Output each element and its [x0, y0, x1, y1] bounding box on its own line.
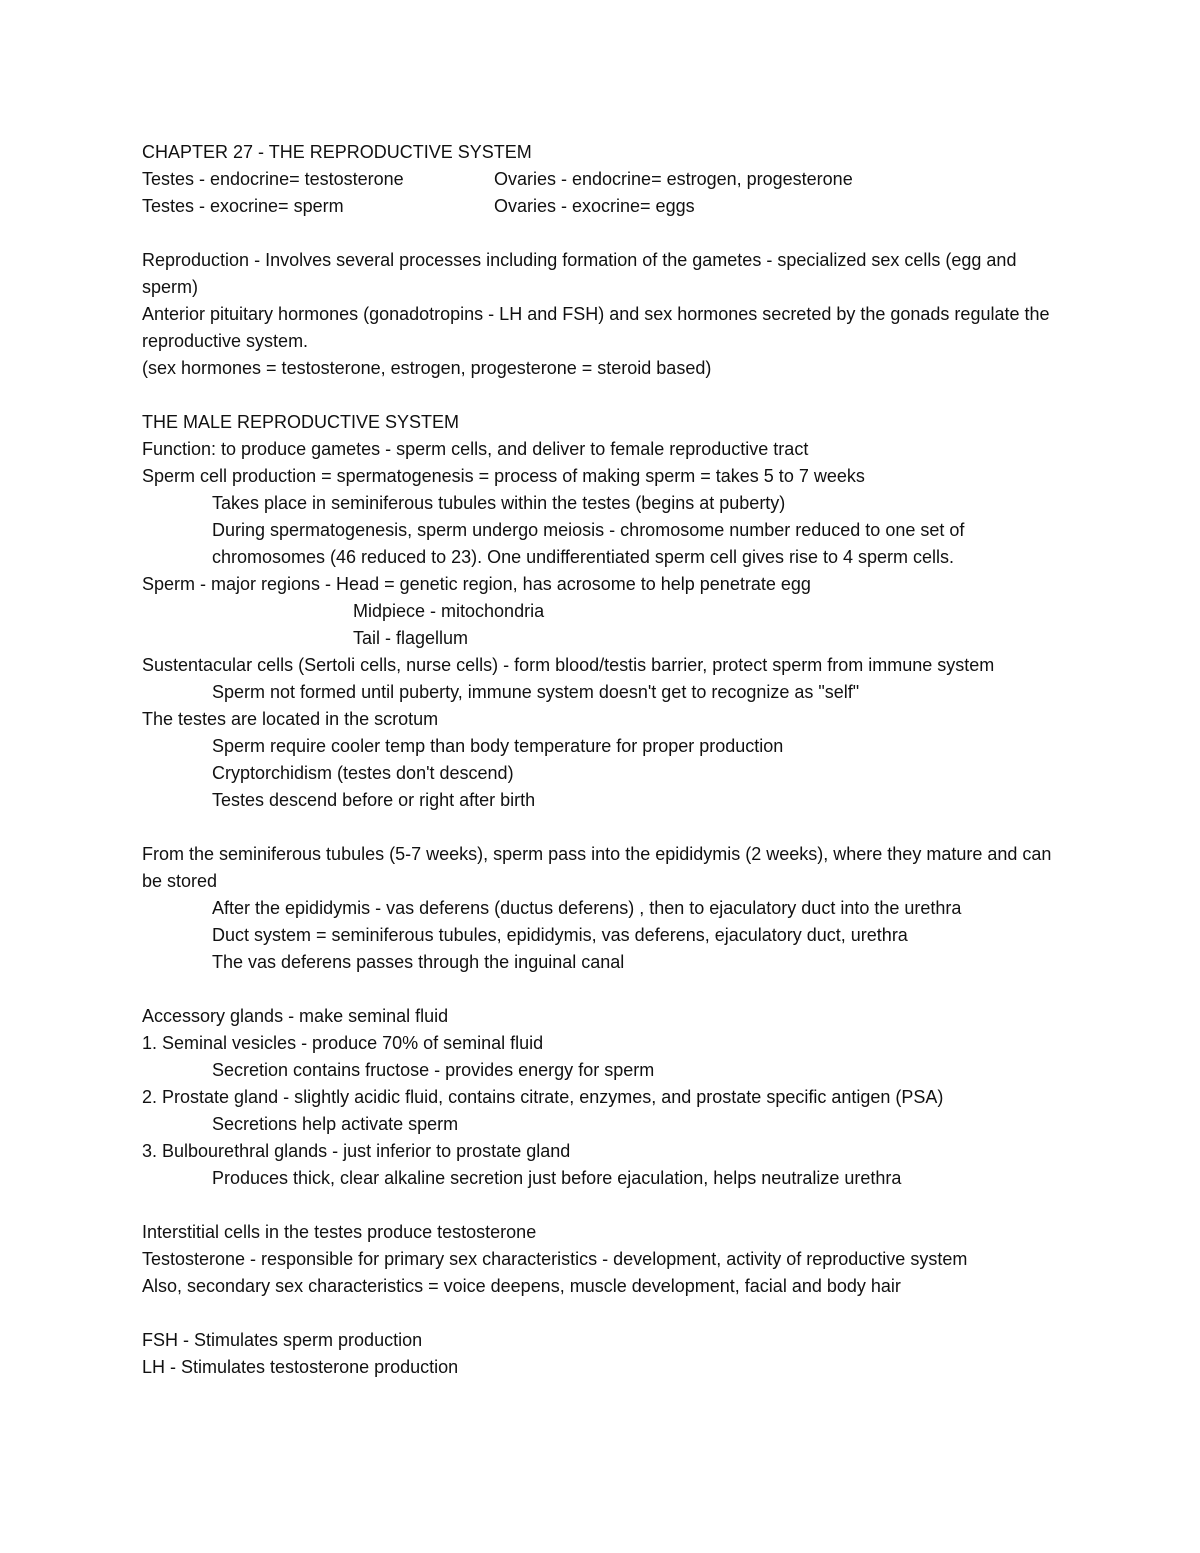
spacer	[142, 1192, 1072, 1219]
spacer	[142, 1300, 1072, 1327]
male-section-heading: THE MALE REPRODUCTIVE SYSTEM	[142, 412, 460, 432]
sperm-production-line: Sperm cell production = spermatogenesis = process of making sperm = takes 5 to 7 weeks	[142, 466, 865, 486]
meiosis-line-continued: chromosomes (46 reduced to 23). One undifferentiated sperm cell gives rise to 4 sperm cells.	[212, 547, 955, 567]
sperm-regions-line: Sperm - major regions - Head = genetic region, has acrosome to help penetrate egg	[142, 574, 811, 594]
fsh-line: FSH - Stimulates sperm production	[142, 1330, 423, 1350]
glands-row	[142, 193, 1072, 220]
scrotum-line: The testes are located in the scrotum	[142, 709, 439, 729]
spacer	[142, 220, 1072, 247]
chapter-title: CHAPTER 27 - THE REPRODUCTIVE SYSTEM	[142, 142, 532, 162]
fructose-line: Secretion contains fructose - provides energy for sperm	[212, 1060, 655, 1080]
duct-system-line: Duct system = seminiferous tubules, epididymis, vas deferens, ejaculatory duct, urethra	[212, 925, 908, 945]
ovaries-exocrine: Ovaries - exocrine= eggs	[494, 196, 695, 216]
spacer	[142, 976, 1072, 1003]
testes-endocrine: Testes - endocrine= testosterone	[142, 169, 404, 189]
puberty-self-line: Sperm not formed until puberty, immune system doesn't get to recognize as "self"	[212, 682, 860, 702]
bulbourethral-item: 3. Bulbourethral glands - just inferior to prostate gland	[142, 1141, 571, 1161]
male-function-line: Function: to produce gametes - sperm cells, and deliver to female reproductive tract	[142, 439, 809, 459]
tail-line: Tail - flagellum	[353, 628, 469, 648]
prostate-item: 2. Prostate gland - slightly acidic fluid, contains citrate, enzymes, and prostate specific antigen (PSA)	[142, 1087, 944, 1107]
activate-line: Secretions help activate sperm	[212, 1114, 459, 1134]
spacer	[142, 814, 1072, 841]
glands-row	[142, 166, 1072, 193]
tubules-line: Takes place in seminiferous tubules within the testes (begins at puberty)	[212, 493, 786, 513]
descend-line: Testes descend before or right after birth	[212, 790, 536, 810]
ovaries-endocrine: Ovaries - endocrine= estrogen, progesterone	[494, 169, 853, 189]
vas-deferens-line: After the epididymis - vas deferens (ductus deferens) , then to ejaculatory duct into the urethra	[212, 898, 962, 918]
spacer	[142, 382, 1072, 409]
testes-exocrine: Testes - exocrine= sperm	[142, 196, 344, 216]
meiosis-line: During spermatogenesis, sperm undergo meiosis - chromosome number reduced to one set of	[212, 520, 965, 540]
cooler-temp-line: Sperm require cooler temp than body temperature for proper production	[212, 736, 784, 756]
alkaline-line: Produces thick, clear alkaline secretion just before ejaculation, helps neutralize urethra	[212, 1168, 902, 1188]
midpiece-line: Midpiece - mitochondria	[353, 601, 545, 621]
interstitial-line: Interstitial cells in the testes produce testosterone	[142, 1222, 537, 1242]
primary-characteristics-line: Testosterone - responsible for primary sex characteristics - development, activity of reproductive system	[142, 1249, 968, 1269]
sustentacular-paragraph: Sustentacular cells (Sertoli cells, nurse cells) - form blood/testis barrier, protect sperm from immune system	[142, 655, 995, 675]
secondary-characteristics-line: Also, secondary sex characteristics = voice deepens, muscle development, facial and body hair	[142, 1276, 901, 1296]
document-page	[142, 139, 1072, 1381]
seminal-vesicles-item: 1. Seminal vesicles - produce 70% of seminal fluid	[142, 1033, 544, 1053]
cryptorchidism-line: Cryptorchidism (testes don't descend)	[212, 763, 514, 783]
hormones-paragraph: Anterior pituitary hormones (gonadotropins - LH and FSH) and sex hormones secreted by the gonads regulate the reproductive system.	[142, 304, 1050, 351]
sex-hormones-line: (sex hormones = testosterone, estrogen, progesterone = steroid based)	[142, 358, 712, 378]
reproduction-paragraph: Reproduction - Involves several processes including formation of the gametes - specialized sex cells (egg and sperm)	[142, 250, 1017, 297]
lh-line: LH - Stimulates testosterone production	[142, 1357, 459, 1377]
inguinal-line: The vas deferens passes through the inguinal canal	[212, 952, 625, 972]
epididymis-paragraph: From the seminiferous tubules (5-7 weeks), sperm pass into the epididymis (2 weeks), where they mature and can be stored	[142, 844, 1052, 891]
accessory-heading: Accessory glands - make seminal fluid	[142, 1006, 449, 1026]
